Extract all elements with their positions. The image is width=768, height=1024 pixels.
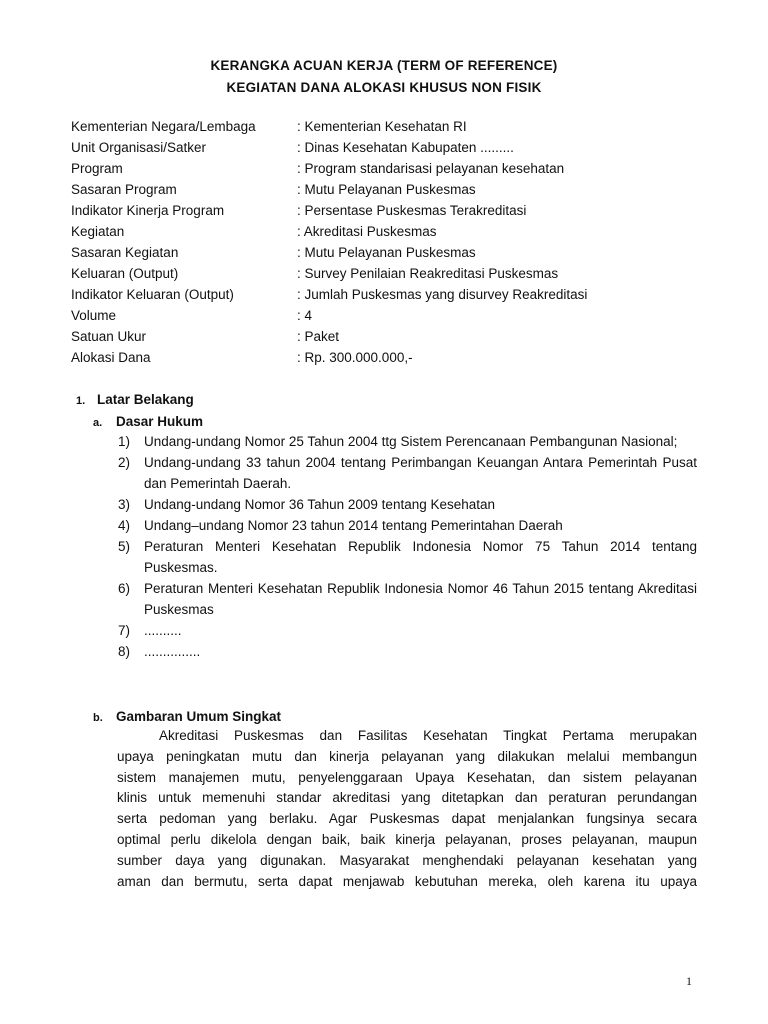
info-label: Kegiatan — [71, 224, 125, 239]
info-label: Alokasi Dana — [71, 350, 151, 365]
list-item-text: Peraturan Menteri Kesehatan Republik Indonesia Nomor 46 Tahun 2015 tentang Akreditasi Puskesmas — [144, 581, 697, 617]
page-number: 1 — [686, 974, 692, 988]
section-number: 1. — [76, 395, 86, 407]
info-value: : Kementerian Kesehatan RI — [297, 119, 467, 134]
subsection-heading — [93, 706, 281, 728]
paragraph-line: sumber daya yang digunakan. Masyarakat menghendaki pelayanan kesehatan yang — [117, 852, 697, 868]
info-label: Keluaran (Output) — [71, 266, 179, 281]
list-item-text: .......... — [144, 623, 182, 638]
list-item-text: ............... — [144, 644, 201, 659]
list-item — [118, 536, 697, 578]
document-title — [0, 55, 768, 99]
info-value: : Mutu Pelayanan Puskesmas — [297, 182, 476, 197]
list-item — [118, 452, 697, 494]
info-row — [71, 200, 711, 221]
subsection-letter: a. — [93, 417, 103, 429]
legal-basis-list — [118, 431, 697, 662]
list-item-number: 4) — [118, 518, 131, 533]
info-label: Kementerian Negara/Lembaga — [71, 119, 256, 134]
info-label: Satuan Ukur — [71, 329, 147, 344]
info-value: : Paket — [297, 329, 340, 344]
subsection-letter: b. — [93, 712, 103, 724]
paragraph-line: Akreditasi Puskesmas dan Fasilitas Kesehatan Tingkat Pertama merupakan — [159, 728, 697, 743]
paragraph-line: optimal perlu dikelola dengan baik, baik kinerja pelayanan, proses pelayanan, maupun — [117, 831, 697, 847]
paragraph-line: klinis untuk memenuhi standar akreditasi yang ditetapkan dan peraturan perundangan — [117, 790, 697, 806]
info-value: : Survey Penilaian Reakreditasi Puskesmas — [297, 266, 559, 281]
info-value: : Mutu Pelayanan Puskesmas — [297, 245, 476, 260]
subsection-title: Gambaran Umum Singkat — [116, 709, 282, 724]
paragraph-line: sistem manajemen mutu, penyelenggaraan Upaya Kesehatan, dan sistem pelayanan — [117, 769, 697, 785]
title-line-1: KERANGKA ACUAN KERJA (TERM OF REFERENCE) — [210, 58, 558, 73]
subsection-heading — [93, 411, 203, 433]
info-value: : 4 — [297, 308, 313, 323]
info-label: Indikator Kinerja Program — [71, 203, 225, 218]
info-value: : Persentase Puskesmas Terakreditasi — [297, 203, 527, 218]
info-row — [71, 284, 711, 305]
list-item-number: 3) — [118, 497, 131, 512]
info-label: Unit Organisasi/Satker — [71, 140, 207, 155]
info-table — [71, 116, 711, 368]
list-item-text: Peraturan Menteri Kesehatan Republik Indonesia Nomor 75 Tahun 2014 tentang Puskesmas. — [144, 539, 697, 575]
list-item-text: Undang-undang 33 tahun 2004 tentang Perimbangan Keuangan Antara Pemerintah Pusat dan Pemerintah Daerah. — [144, 455, 697, 491]
info-label: Sasaran Kegiatan — [71, 245, 179, 260]
list-item-text: Undang-undang Nomor 36 Tahun 2009 tentang Kesehatan — [144, 497, 496, 512]
list-item-text: Undang-undang Nomor 25 Tahun 2004 ttg Sistem Perencanaan Pembangunan Nasional; — [144, 434, 678, 449]
section-heading — [76, 389, 194, 411]
list-item-number: 5) — [118, 539, 131, 554]
info-row — [71, 221, 711, 242]
subsection-dasar-hukum — [93, 411, 203, 433]
list-item — [118, 578, 697, 620]
info-label: Sasaran Program — [71, 182, 177, 197]
list-item-number: 1) — [118, 434, 131, 449]
overview-paragraph — [117, 726, 697, 892]
info-value: : Program standarisasi pelayanan kesehatan — [297, 161, 565, 176]
info-value: : Rp. 300.000.000,- — [297, 350, 413, 365]
list-item-text: Undang–undang Nomor 23 tahun 2014 tentang Pemerintahan Daerah — [144, 518, 563, 533]
title-line-2: KEGIATAN DANA ALOKASI KHUSUS NON FISIK — [226, 80, 542, 95]
paragraph-line: serta pedoman yang berlaku. Agar Puskesmas dapat menjalankan fungsinya secara — [117, 811, 697, 827]
info-label: Volume — [71, 308, 117, 323]
list-item — [118, 641, 697, 662]
info-label: Program — [71, 161, 123, 176]
info-row — [71, 116, 711, 137]
list-item — [118, 515, 697, 536]
info-row — [71, 263, 711, 284]
list-item-number: 8) — [118, 644, 131, 659]
list-item — [118, 494, 697, 515]
info-label: Indikator Keluaran (Output) — [71, 287, 234, 302]
info-value: : Akreditasi Puskesmas — [297, 224, 437, 239]
paragraph-line: aman dan bermutu, serta dapat menjawab kebutuhan mereka, oleh karena itu upaya — [117, 873, 697, 889]
subsection-title: Dasar Hukum — [116, 414, 204, 429]
info-row — [71, 242, 711, 263]
info-value: : Jumlah Puskesmas yang disurvey Reakreditasi — [297, 287, 588, 302]
subsection-gambaran-umum — [93, 706, 281, 728]
info-row — [71, 305, 711, 326]
info-row — [71, 347, 711, 368]
list-item-number: 2) — [118, 455, 131, 470]
list-item — [118, 431, 697, 452]
list-item-number: 7) — [118, 623, 131, 638]
info-row — [71, 326, 711, 347]
section-title: Latar Belakang — [97, 392, 194, 407]
list-item-number: 6) — [118, 581, 131, 596]
info-row — [71, 137, 711, 158]
info-row — [71, 158, 711, 179]
paragraph-line: upaya peningkatan mutu dan kinerja pelayanan yang dilakukan melalui membangun — [117, 748, 697, 764]
info-row — [71, 179, 711, 200]
info-value: : Dinas Kesehatan Kabupaten ......... — [297, 140, 514, 155]
list-item — [118, 620, 697, 641]
section-latar-belakang — [76, 389, 194, 411]
